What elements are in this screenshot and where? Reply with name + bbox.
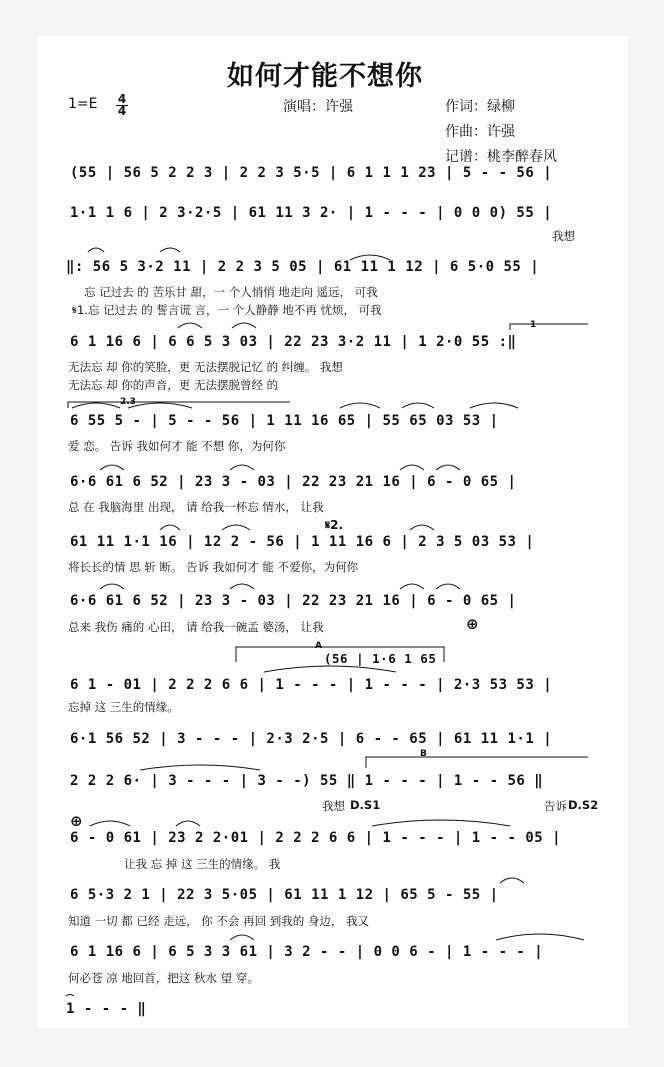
lyric-row-7: 忘掉 这 三生的情缘。 [68, 700, 179, 714]
notation-row-7: 61 11 1·1 16 | 12 2 - 56 | 1 11 16 6 | 2 3 5 03 53 | [70, 534, 535, 550]
lyric-row-2a: 无法忘 却 你的笑脸，更 无法摆脱记忆 的 纠缠。 我想 [68, 360, 343, 374]
ds2-mark: D.S2 [568, 798, 599, 812]
section-b-label: B [420, 749, 427, 759]
section-a-label: A [315, 641, 322, 651]
key-signature: 1=E [68, 96, 98, 112]
coda-mark-2: ⊕ [70, 812, 83, 830]
notation-row-5: 6 55 5 - | 5 - - 56 | 1 11 16 65 | 55 65 03 53 | [70, 413, 499, 429]
time-signature [116, 94, 128, 117]
lyric-my-want: 我想 [322, 799, 345, 813]
notation-row-2: 1·1 1 6 | 2 3·2·5 | 61 11 3 2· | 1 - - - | 0 0 0) 55 | [70, 205, 553, 221]
coda-mark-1: ⊕ [466, 615, 479, 633]
lyric-row-intro: 我想 [552, 229, 575, 243]
transcriber-credit: 记谱：桃李醉春风 [445, 149, 557, 165]
lyric-row-6: 总来 我伤 痛的 心田， 请 给我一碗孟 婆汤， 让我 [68, 620, 324, 634]
singer-credit: 演唱：许强 [283, 99, 353, 115]
lyric-row-5: 将长长的情 思 斩 断。 告诉 我如何才 能 不爱你，为何你 [68, 560, 359, 574]
notation-row-1: (55 | 56 5 2 2 3 | 2 2 3 5·5 | 6 1 1 1 23 | 5 - - 56 | [70, 165, 553, 181]
lyric-row-4: 总 在 我脑海里 出现， 请 给我一杯忘 情水， 让我 [68, 500, 324, 514]
volta-1-label: 1 [530, 320, 537, 330]
lyric-row-1a: 忘 记过去 的 苦乐甘 甜，一 个人悄悄 地走向 遥远， 可我 [84, 285, 378, 299]
notation-row-6: 6·6 61 6 52 | 23 3 - 03 | 22 23 21 16 | 6 - 0 65 | [70, 474, 517, 490]
notation-row-3: ‖: 56 5 3·2 11 | 2 2 3 5 05 | 61 11 1 12 | 6 5·0 55 | [66, 259, 540, 275]
lyricist-credit: 作词：绿柳 [445, 99, 515, 115]
notation-row-13: 6 5·3 2 1 | 22 3 5·05 | 61 11 1 12 | 65 5 - 55 | [70, 887, 499, 903]
time-numerator: 4 [117, 92, 127, 106]
ds1-mark: D.S1 [350, 798, 381, 812]
lyric-row-2b: 无法忘 却 你的声音，更 无法摆脱曾经 的 [68, 378, 279, 392]
lyric-row-9: 知道 一切 都 已经 走远， 你 不会 再回 到我的 身边， 我又 [68, 914, 370, 928]
lyric-row-1b: 𝄋1.忘 记过去 的 誓言谎 言，一 个人静静 地不再 忧烦， 可我 [72, 303, 382, 317]
lyric-row-3: 爱 恋。 告诉 我如何才 能 不想 你，为何你 [68, 439, 286, 453]
notation-row-12: 6 - 0 61 | 23 2 2·01 | 2 2 2 6 6 | 1 - - - | 1 - - 05 | [70, 830, 562, 846]
lyric-tell-you: 告诉 [544, 799, 567, 813]
lyric-row-10: 何必苍 凉 地回首，把这 秋水 望 穿。 [68, 971, 259, 985]
time-denominator: 4 [117, 104, 127, 118]
notation-row-10: 6·1 56 52 | 3 - - - | 2·3 2·5 | 6 - - 65 | 61 11 1·1 | [70, 731, 553, 747]
lyric-row-8: 让我 忘 掉 这 三生的情缘。 我 [124, 857, 281, 871]
notation-row-4: 6 1 16 6 | 6 6 5 3 03 | 22 23 3·2 11 | 1 2·0 55 :‖ [70, 334, 517, 350]
segno-2-mark: 𝄋2. [325, 518, 344, 532]
coda-a-notes: (56 | 1·6 1 65 [324, 651, 437, 666]
volta-23-label: 2.3 [120, 397, 136, 407]
notation-row-14: 6 1 16 6 | 6 5 3 3 61 | 3 2 - - | 0 0 6 - | 1 - - - | [70, 944, 544, 960]
notation-row-11: 2 2 2 6· | 3 - - - | 3 - -) 55 ‖ 1 - - - | 1 - - 56 ‖ [70, 773, 544, 789]
notation-row-8: 6·6 61 6 52 | 23 3 - 03 | 22 23 21 16 | 6 - 0 65 | [70, 593, 517, 609]
composer-credit: 作曲：许强 [445, 124, 515, 140]
notation-row-15: 1 - - - ‖ [66, 1001, 147, 1017]
song-title: 如何才能不想你 [227, 61, 423, 92]
notation-row-9: 6 1 - 01 | 2 2 2 6 6 | 1 - - - | 1 - - - | 2·3 53 53 | [70, 677, 553, 693]
